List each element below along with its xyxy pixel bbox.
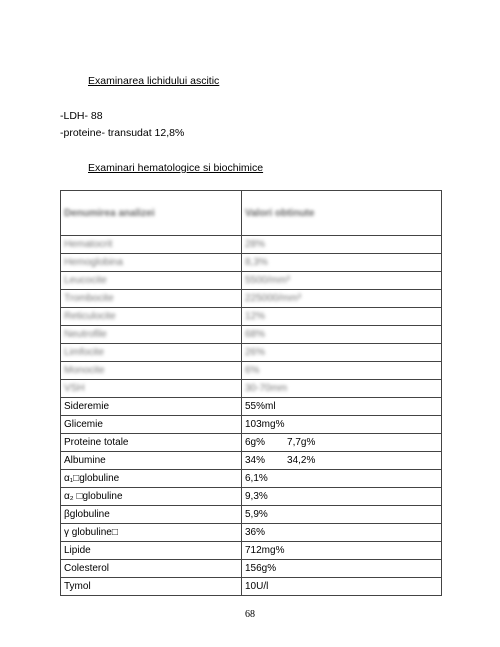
- cell-name: Neutrofile: [61, 326, 242, 344]
- table-row: [61, 506, 442, 524]
- table-row: [61, 290, 442, 308]
- table-row: [61, 560, 442, 578]
- cell-value: 5,9%: [242, 506, 442, 524]
- table-row: [61, 434, 442, 452]
- table-row: [61, 326, 442, 344]
- results-table: [60, 190, 442, 596]
- table-row: [61, 254, 442, 272]
- cell-name: Proteine totale: [61, 434, 242, 452]
- cell-value: 6%: [242, 362, 442, 380]
- cell-name: α₁□globuline: [61, 470, 242, 488]
- table-row: [61, 578, 442, 596]
- table-row: [61, 542, 442, 560]
- cell-name: Colesterol: [61, 560, 242, 578]
- cell-value: 156g%: [242, 560, 442, 578]
- table-row: [61, 272, 442, 290]
- cell-name: VSH: [61, 380, 242, 398]
- table-row: [61, 380, 442, 398]
- table-row: [61, 398, 442, 416]
- cell-name: Tymol: [61, 578, 242, 596]
- proteine-line: -proteine- transudat 12,8%: [60, 127, 185, 139]
- table-row: [61, 416, 442, 434]
- value-2: 7,7g%: [287, 437, 316, 448]
- value-1: 6g%: [245, 437, 266, 448]
- cell-value: 103mg%: [242, 416, 442, 434]
- cell-value: 68%: [242, 326, 442, 344]
- cell-value: 5500/mm³: [242, 272, 442, 290]
- cell-name: α₂ □globuline: [61, 488, 242, 506]
- cell-value: 6,1%: [242, 470, 442, 488]
- section-heading-hematology: Examinari hematologice si biochimice: [88, 162, 264, 174]
- cell-name: Limfocite: [61, 344, 242, 362]
- cell-value: [242, 434, 442, 452]
- cell-name: Trombocite: [61, 290, 242, 308]
- table-row: [61, 452, 442, 470]
- cell-value: 26%: [242, 344, 442, 362]
- table-row: [61, 236, 442, 254]
- table-row: [61, 488, 442, 506]
- cell-value: 12%: [242, 308, 442, 326]
- cell-name: Albumine: [61, 452, 242, 470]
- cell-value: 30-70mm: [242, 380, 442, 398]
- cell-name: Leucocite: [61, 272, 242, 290]
- table-row: [61, 524, 442, 542]
- cell-value: 55%ml: [242, 398, 442, 416]
- table-row: [61, 362, 442, 380]
- page-number: 68: [245, 609, 255, 620]
- table-row: [61, 470, 442, 488]
- table-row: [61, 344, 442, 362]
- cell-name: Monocite: [61, 362, 242, 380]
- cell-value: 225000/mm³: [242, 290, 442, 308]
- cell-name: Lipide: [61, 542, 242, 560]
- table-header-row: [61, 191, 442, 236]
- header-values: Valori obtinute: [242, 191, 442, 236]
- cell-name: Reticulocite: [61, 308, 242, 326]
- cell-name: Hemoglobina: [61, 254, 242, 272]
- cell-name: Hematocrit: [61, 236, 242, 254]
- ldh-line: -LDH- 88: [60, 110, 103, 122]
- cell-value: 9,3%: [242, 488, 442, 506]
- cell-value: 28%: [242, 236, 442, 254]
- cell-value: 712mg%: [242, 542, 442, 560]
- cell-name: βglobuline: [61, 506, 242, 524]
- cell-name: Glicemie: [61, 416, 242, 434]
- cell-value: 36%: [242, 524, 442, 542]
- section-heading-ascitic-fluid: Examinarea lichidului ascitic: [88, 75, 220, 87]
- header-analysis-name: Denumirea analizei: [61, 191, 242, 236]
- cell-name: Sideremie: [61, 398, 242, 416]
- cell-value: 10U/l: [242, 578, 442, 596]
- cell-name: γ globuline□: [61, 524, 242, 542]
- cell-value: 8,3%: [242, 254, 442, 272]
- value-2: 34,2%: [287, 455, 316, 466]
- value-1: 34%: [245, 455, 266, 466]
- table-row: [61, 308, 442, 326]
- cell-value: [242, 452, 442, 470]
